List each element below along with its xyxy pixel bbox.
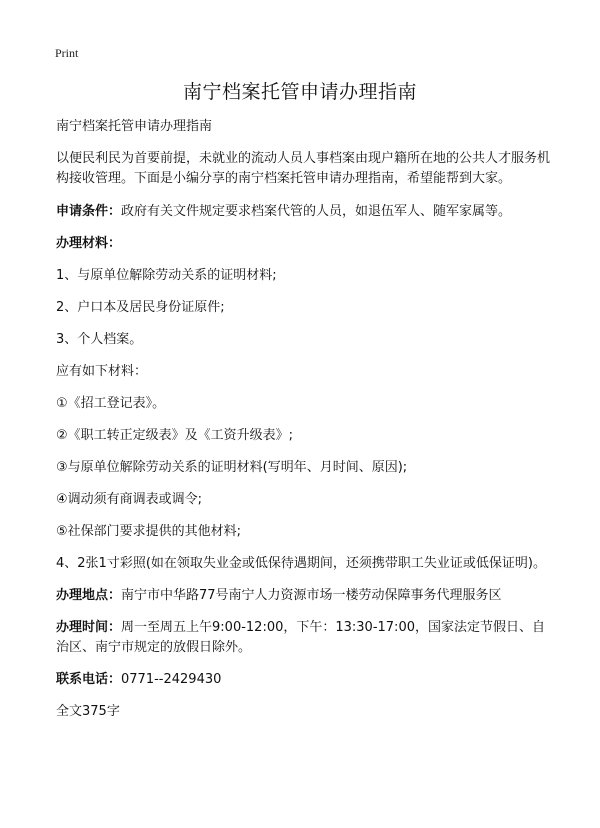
print-link[interactable]: Print bbox=[55, 46, 79, 60]
conditions-text: 政府有关文件规定要求档案代管的人员，如退伍军人、随军家属等。 bbox=[121, 204, 512, 219]
list-item: ①《招工登记表》。 bbox=[56, 396, 166, 411]
phone-text: 0771--2429430 bbox=[121, 672, 222, 687]
article-body bbox=[56, 117, 556, 734]
list-item: 1、与原单位解除劳动关系的证明材料; bbox=[56, 268, 277, 283]
hours-text: 周一至周五上午9:00-12:00，下午：13:30-17:00，国家法定节假日、自治区、南宁市规定的放假日除外。 bbox=[56, 620, 545, 655]
page-title: 南宁档案托管申请办理指南 bbox=[182, 81, 417, 103]
phone-label: 联系电话： bbox=[56, 672, 122, 687]
materials-heading: 办理材料： bbox=[56, 236, 122, 251]
hours-label: 办理时间： bbox=[56, 620, 122, 635]
list-item: ⑤社保部门要求提供的其他材料; bbox=[56, 524, 242, 539]
intro-paragraph: 以便民利民为首要前提，未就业的流动人员人事档案由现户籍所在地的公共人才服务机构接收管理。下面是小编分享的南宁档案托管申请办理指南，希望能帮到大家。 bbox=[56, 151, 551, 186]
word-count: 全文375字 bbox=[56, 704, 120, 719]
conditions-paragraph bbox=[56, 202, 556, 222]
conditions-label: 申请条件： bbox=[56, 204, 122, 219]
extra-materials-heading: 应有如下材料： bbox=[56, 364, 148, 379]
phone-paragraph bbox=[56, 670, 556, 690]
list-item: ②《职工转正定级表》及《工资升级表》; bbox=[56, 428, 294, 443]
list-item: ③与原单位解除劳动关系的证明材料(写明年、月时间、原因); bbox=[56, 460, 408, 475]
hours-paragraph bbox=[56, 618, 556, 658]
list-item: 3、个人档案。 bbox=[56, 332, 143, 347]
location-label: 办理地点： bbox=[56, 588, 122, 603]
list-item: 2、户口本及居民身份证原件; bbox=[56, 300, 225, 315]
location-paragraph bbox=[56, 586, 556, 606]
list-item: ④调动须有商调表或调令; bbox=[56, 492, 203, 507]
article-subtitle: 南宁档案托管申请办理指南 bbox=[56, 119, 213, 134]
list-item: 4、2张1寸彩照(如在领取失业金或低保待遇期间，还须携带职工失业证或低保证明)。 bbox=[56, 556, 546, 571]
location-text: 南宁市中华路77号南宁人力资源市场一楼劳动保障事务代理服务区 bbox=[121, 588, 502, 603]
